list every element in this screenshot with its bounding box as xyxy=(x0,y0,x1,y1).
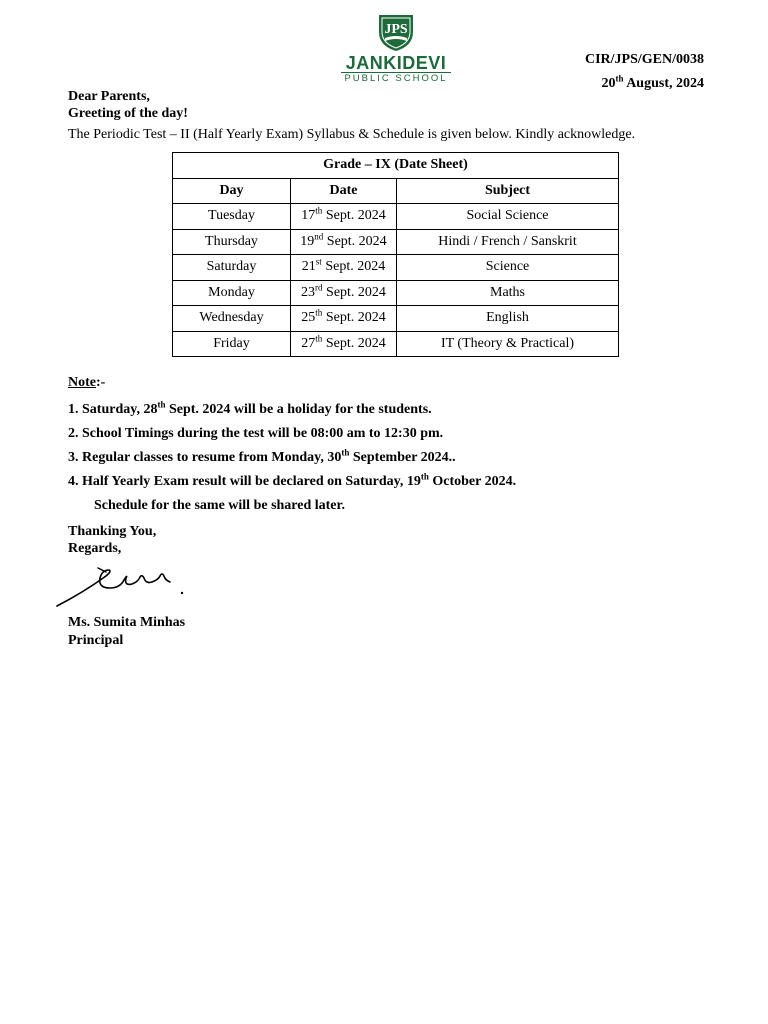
regards-line: Regards, xyxy=(68,541,122,556)
logo-monogram: JPS xyxy=(384,22,408,37)
signer-name: Ms. Sumita Minhas xyxy=(68,615,186,630)
table-title: Grade – IX (Date Sheet) xyxy=(173,153,619,179)
subject-cell: Maths xyxy=(397,280,619,306)
subject-cell: IT (Theory & Practical) xyxy=(397,331,619,357)
day-cell: Wednesday xyxy=(173,306,291,332)
table-row xyxy=(173,229,619,255)
circular-reference-block xyxy=(585,48,704,96)
logo-subtitle: PUBLIC SCHOOL xyxy=(341,72,451,84)
column-header-subject: Subject xyxy=(397,178,619,204)
note-item: 3. Regular classes to resume from Monday, 30th September 2024.. xyxy=(68,447,456,465)
column-header-day: Day xyxy=(173,178,291,204)
school-logo xyxy=(340,12,452,90)
intro-paragraph: The Periodic Test – II (Half Yearly Exam) Syllabus & Schedule is given below. Kindly acknowledge. xyxy=(68,127,636,142)
signer-title: Principal xyxy=(68,633,124,648)
note-heading: Note:- xyxy=(68,375,106,390)
handwritten-signature-icon xyxy=(54,562,194,610)
subject-cell: Hindi / French / Sanskrit xyxy=(397,229,619,255)
logo-name: JANKIDEVI xyxy=(345,53,447,73)
table-row xyxy=(173,280,619,306)
circular-date: 20th August, 2024 xyxy=(601,73,704,91)
table-header-row xyxy=(173,178,619,204)
note-item: 4. Half Yearly Exam result will be declared on Saturday, 19th October 2024. xyxy=(68,471,517,489)
date-cell: 17th Sept. 2024 xyxy=(291,204,397,230)
note-item-continuation: Schedule for the same will be shared later. xyxy=(94,498,345,513)
greeting-line: Greeting of the day! xyxy=(68,106,188,121)
table-row xyxy=(173,306,619,332)
date-cell: 25th Sept. 2024 xyxy=(291,306,397,332)
table-row xyxy=(173,331,619,357)
date-cell: 21st Sept. 2024 xyxy=(291,255,397,281)
table-row xyxy=(173,204,619,230)
date-sheet-table xyxy=(172,152,619,357)
notes-list xyxy=(68,398,516,518)
closing xyxy=(68,523,156,557)
subject-cell: Science xyxy=(397,255,619,281)
date-cell: 23rd Sept. 2024 xyxy=(291,280,397,306)
salutation xyxy=(68,88,188,122)
salutation-line: Dear Parents, xyxy=(68,89,150,104)
table-row xyxy=(173,255,619,281)
date-cell: 19nd Sept. 2024 xyxy=(291,229,397,255)
closing-line: Thanking You, xyxy=(68,524,157,539)
day-cell: Thursday xyxy=(173,229,291,255)
note-item: 1. Saturday, 28th Sept. 2024 will be a holiday for the students. xyxy=(68,399,432,417)
subject-cell: English xyxy=(397,306,619,332)
day-cell: Monday xyxy=(173,280,291,306)
table-title-row xyxy=(173,153,619,179)
school-crest-icon xyxy=(373,12,419,52)
date-cell: 27th Sept. 2024 xyxy=(291,331,397,357)
signer-block xyxy=(68,614,185,650)
day-cell: Friday xyxy=(173,331,291,357)
column-header-date: Date xyxy=(291,178,397,204)
reference-number: CIR/JPS/GEN/0038 xyxy=(584,52,704,67)
note-item: 2. School Timings during the test will be 08:00 am to 12:30 pm. xyxy=(68,426,444,441)
day-cell: Tuesday xyxy=(173,204,291,230)
signature xyxy=(54,562,194,615)
day-cell: Saturday xyxy=(173,255,291,281)
subject-cell: Social Science xyxy=(397,204,619,230)
